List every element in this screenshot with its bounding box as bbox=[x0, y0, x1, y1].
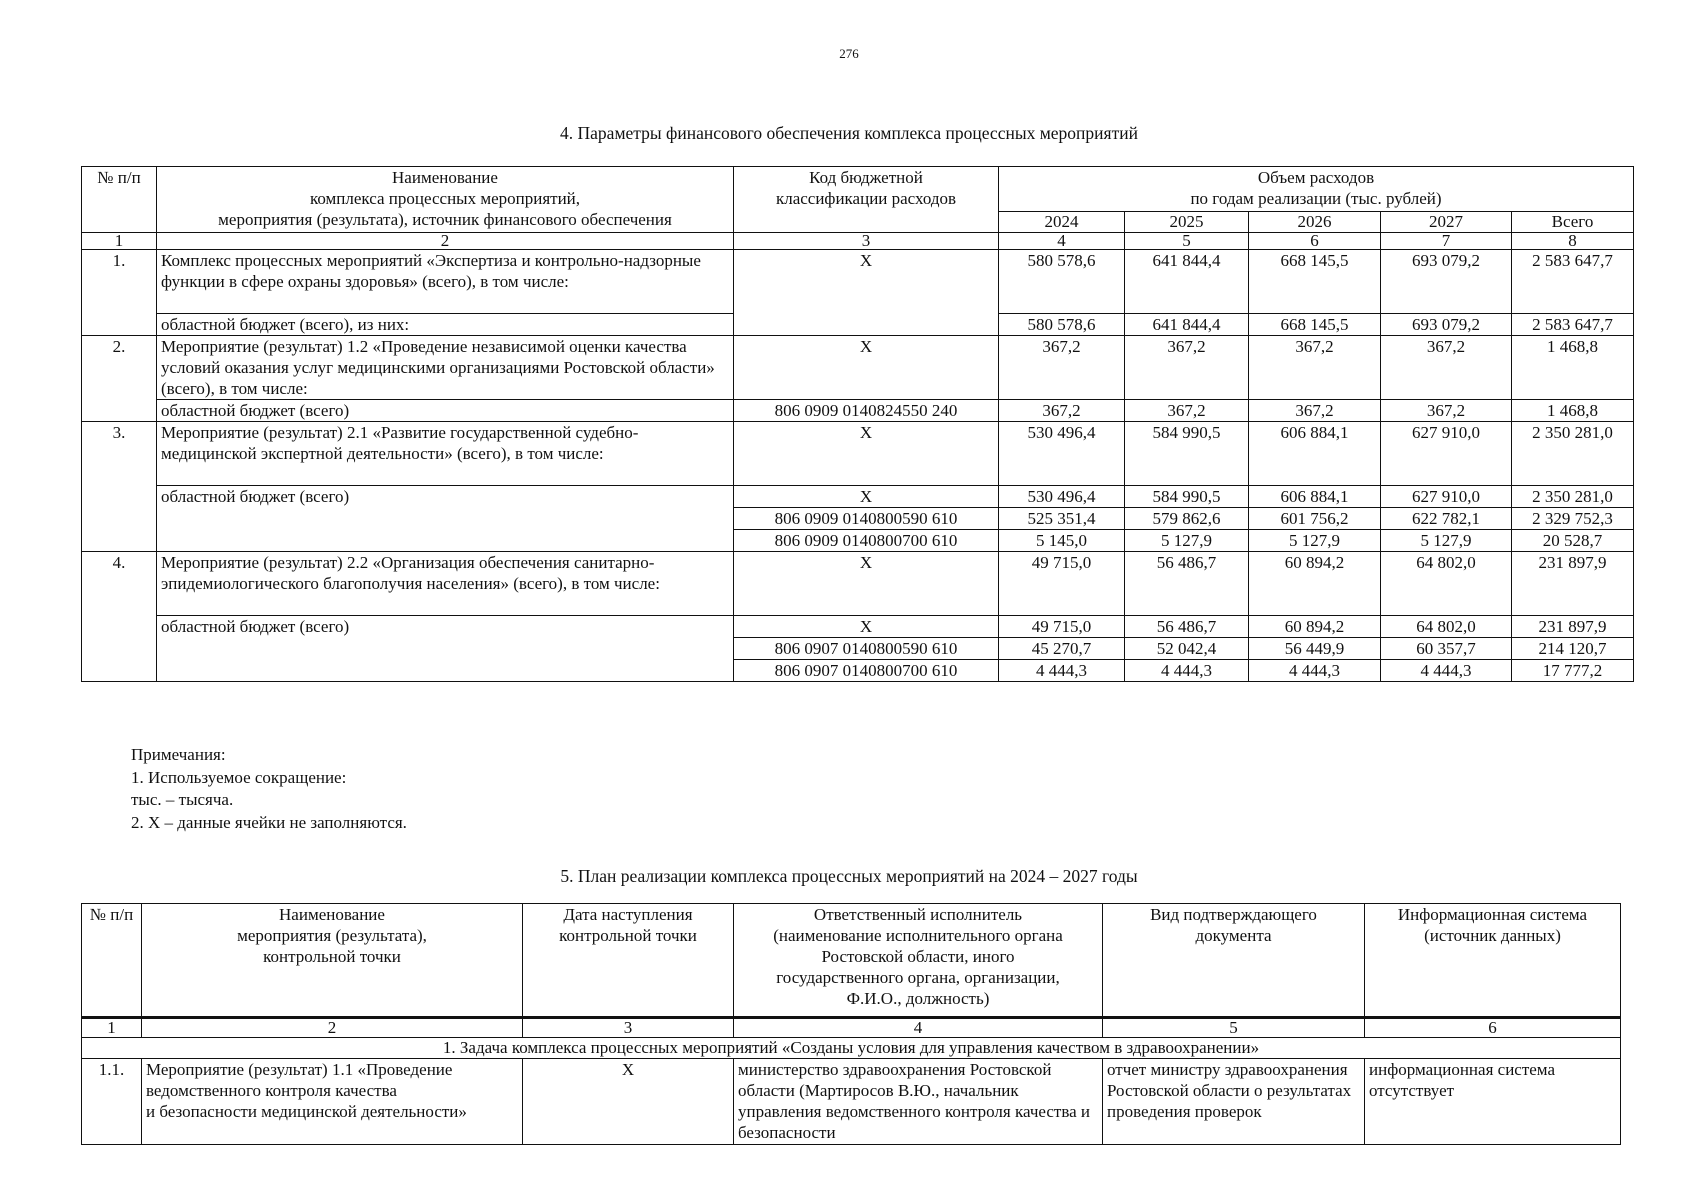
value-cell: 367,2 bbox=[999, 336, 1125, 400]
note-item: тыс. – тысяча. bbox=[131, 790, 234, 809]
value-cell: 2 350 281,0 bbox=[1512, 486, 1634, 508]
column-number: 8 bbox=[1512, 233, 1634, 250]
table-row bbox=[82, 400, 1634, 422]
header-year: 2026 bbox=[1249, 212, 1381, 233]
value-cell: 2 350 281,0 bbox=[1512, 422, 1634, 486]
header-executor: Ответственный исполнитель (наименование исполнительного органа Ростовской области, иного государственного органа, организации, Ф.И.О., должность) bbox=[734, 904, 1103, 1018]
financing-table bbox=[81, 166, 1634, 682]
value-cell: 367,2 bbox=[1249, 400, 1381, 422]
value-cell: 2 329 752,3 bbox=[1512, 508, 1634, 530]
value-cell: 693 079,2 bbox=[1381, 314, 1512, 336]
value-cell: 5 145,0 bbox=[999, 530, 1125, 552]
value-cell: 601 756,2 bbox=[1249, 508, 1381, 530]
row-code: 806 0907 0140800590 610 bbox=[734, 638, 999, 660]
column-number: 3 bbox=[734, 233, 999, 250]
row-subname: областной бюджет (всего), из них: bbox=[157, 314, 734, 336]
value-cell: 606 884,1 bbox=[1249, 486, 1381, 508]
value-cell: 52 042,4 bbox=[1125, 638, 1249, 660]
header-system: Информационная система (источник данных) bbox=[1365, 904, 1621, 1018]
implementation-plan-table bbox=[81, 903, 1621, 1145]
table-row bbox=[82, 250, 1634, 314]
table1-title: 4. Параметры финансового обеспечения комплекса процессных мероприятий bbox=[560, 123, 1138, 143]
column-number: 3 bbox=[523, 1018, 734, 1038]
table2-title: 5. План реализации комплекса процессных мероприятий на 2024 – 2027 годы bbox=[560, 866, 1138, 886]
row-name: Мероприятие (результат) 2.2 «Организация обеспечения санитарно-эпидемиологического благополучия населения» (всего), в том числе: bbox=[157, 552, 734, 616]
column-number: 7 bbox=[1381, 233, 1512, 250]
row-code: 806 0909 0140824550 240 bbox=[734, 400, 999, 422]
row-code: Х bbox=[734, 250, 999, 336]
value-cell: 580 578,6 bbox=[999, 314, 1125, 336]
column-number: 1 bbox=[82, 1018, 142, 1038]
header-total: Всего bbox=[1512, 212, 1634, 233]
row-executor: министерство здравоохранения Ростовской области (Мартиросов В.Ю., начальник управления ведомственного контроля качества и безопасности bbox=[734, 1059, 1103, 1145]
value-cell: 4 444,3 bbox=[1125, 660, 1249, 682]
column-number: 5 bbox=[1125, 233, 1249, 250]
value-cell: 367,2 bbox=[1249, 336, 1381, 400]
value-cell: 60 357,7 bbox=[1381, 638, 1512, 660]
row-name: Мероприятие (результат) 1.1 «Проведение ведомственного контроля качества и безопасности медицинской деятельности» bbox=[142, 1059, 523, 1145]
value-cell: 668 145,5 bbox=[1249, 250, 1381, 314]
value-cell: 668 145,5 bbox=[1249, 314, 1381, 336]
value-cell: 60 894,2 bbox=[1249, 552, 1381, 616]
value-cell: 693 079,2 bbox=[1381, 250, 1512, 314]
value-cell: 580 578,6 bbox=[999, 250, 1125, 314]
header-name: Наименование комплекса процессных мероприятий, мероприятия (результата), источник финансового обеспечения bbox=[157, 167, 734, 233]
header-code: Код бюджетной классификации расходов bbox=[734, 167, 999, 233]
value-cell: 606 884,1 bbox=[1249, 422, 1381, 486]
row-system: информационная система отсутствует bbox=[1365, 1059, 1621, 1145]
table-row bbox=[82, 486, 1634, 508]
row-num: 4. bbox=[82, 552, 157, 682]
value-cell: 627 910,0 bbox=[1381, 422, 1512, 486]
column-number: 5 bbox=[1103, 1018, 1365, 1038]
value-cell: 367,2 bbox=[1125, 400, 1249, 422]
value-cell: 64 802,0 bbox=[1381, 616, 1512, 638]
value-cell: 4 444,3 bbox=[1381, 660, 1512, 682]
value-cell: 530 496,4 bbox=[999, 486, 1125, 508]
row-name: Комплекс процессных мероприятий «Экспертиза и контрольно-надзорные функции в сфере охраны здоровья» (всего), в том числе: bbox=[157, 250, 734, 314]
value-cell: 231 897,9 bbox=[1512, 616, 1634, 638]
value-cell: 56 486,7 bbox=[1125, 552, 1249, 616]
value-cell: 579 862,6 bbox=[1125, 508, 1249, 530]
value-cell: 1 468,8 bbox=[1512, 336, 1634, 400]
header-num: № п/п bbox=[82, 167, 157, 233]
row-code: 806 0907 0140800700 610 bbox=[734, 660, 999, 682]
row-name: Мероприятие (результат) 1.2 «Проведение независимой оценки качества условий оказания услуг медицинскими организациями Ростовской области» (всего), в том числе: bbox=[157, 336, 734, 400]
note-item: 2. Х – данные ячейки не заполняются. bbox=[131, 812, 407, 832]
value-cell: 584 990,5 bbox=[1125, 486, 1249, 508]
value-cell: 5 127,9 bbox=[1125, 530, 1249, 552]
header-num: № п/п bbox=[82, 904, 142, 1018]
value-cell: 45 270,7 bbox=[999, 638, 1125, 660]
row-num: 3. bbox=[82, 422, 157, 552]
header-date: Дата наступления контрольной точки bbox=[523, 904, 734, 1018]
table-row bbox=[82, 336, 1634, 400]
header-name: Наименование мероприятия (результата), контрольной точки bbox=[142, 904, 523, 1018]
row-code: Х bbox=[734, 422, 999, 486]
row-num: 1. bbox=[82, 250, 157, 336]
value-cell: 20 528,7 bbox=[1512, 530, 1634, 552]
value-cell: 367,2 bbox=[999, 400, 1125, 422]
row-code: Х bbox=[734, 336, 999, 400]
row-code: 806 0909 0140800590 610 bbox=[734, 508, 999, 530]
value-cell: 622 782,1 bbox=[1381, 508, 1512, 530]
value-cell: 56 486,7 bbox=[1125, 616, 1249, 638]
value-cell: 2 583 647,7 bbox=[1512, 250, 1634, 314]
note-item: 1. Используемое сокращение: bbox=[131, 767, 347, 787]
value-cell: 367,2 bbox=[1381, 336, 1512, 400]
header-year: 2025 bbox=[1125, 212, 1249, 233]
column-number: 6 bbox=[1249, 233, 1381, 250]
header-year: 2027 bbox=[1381, 212, 1512, 233]
column-number-row bbox=[82, 233, 1634, 250]
table-row bbox=[82, 616, 1634, 638]
value-cell: 525 351,4 bbox=[999, 508, 1125, 530]
row-subname: областной бюджет (всего) bbox=[157, 400, 734, 422]
value-cell: 641 844,4 bbox=[1125, 314, 1249, 336]
column-number: 4 bbox=[734, 1018, 1103, 1038]
table-row bbox=[82, 422, 1634, 486]
column-number: 2 bbox=[157, 233, 734, 250]
value-cell: 5 127,9 bbox=[1381, 530, 1512, 552]
row-code: Х bbox=[734, 486, 999, 508]
row-num: 1.1. bbox=[82, 1059, 142, 1145]
row-num: 2. bbox=[82, 336, 157, 422]
header-document: Вид подтверждающего документа bbox=[1103, 904, 1365, 1018]
table-row bbox=[82, 552, 1634, 616]
value-cell: 1 468,8 bbox=[1512, 400, 1634, 422]
value-cell: 49 715,0 bbox=[999, 552, 1125, 616]
row-document: отчет министру здравоохранения Ростовской области о результатах проведения проверок bbox=[1103, 1059, 1365, 1145]
value-cell: 584 990,5 bbox=[1125, 422, 1249, 486]
value-cell: 49 715,0 bbox=[999, 616, 1125, 638]
column-number: 4 bbox=[999, 233, 1125, 250]
value-cell: 5 127,9 bbox=[1249, 530, 1381, 552]
value-cell: 4 444,3 bbox=[999, 660, 1125, 682]
value-cell: 17 777,2 bbox=[1512, 660, 1634, 682]
value-cell: 2 583 647,7 bbox=[1512, 314, 1634, 336]
task-row: 1. Задача комплекса процессных мероприятий «Созданы условия для управления качеством в здравоохранении» bbox=[82, 1038, 1621, 1059]
column-number: 2 bbox=[142, 1018, 523, 1038]
value-cell: 4 444,3 bbox=[1249, 660, 1381, 682]
value-cell: 56 449,9 bbox=[1249, 638, 1381, 660]
value-cell: 367,2 bbox=[1381, 400, 1512, 422]
table-row bbox=[82, 1059, 1621, 1145]
row-subname: областной бюджет (всего) bbox=[157, 616, 734, 682]
value-cell: 530 496,4 bbox=[999, 422, 1125, 486]
header-year: 2024 bbox=[999, 212, 1125, 233]
row-code: Х bbox=[734, 552, 999, 616]
row-date: Х bbox=[523, 1059, 734, 1145]
notes-heading: Примечания: bbox=[131, 745, 226, 764]
value-cell: 627 910,0 bbox=[1381, 486, 1512, 508]
value-cell: 641 844,4 bbox=[1125, 250, 1249, 314]
value-cell: 214 120,7 bbox=[1512, 638, 1634, 660]
row-code: Х bbox=[734, 616, 999, 638]
value-cell: 367,2 bbox=[1125, 336, 1249, 400]
row-subname: областной бюджет (всего) bbox=[157, 486, 734, 552]
notes bbox=[131, 744, 407, 834]
page-number: 276 bbox=[839, 46, 859, 61]
value-cell: 231 897,9 bbox=[1512, 552, 1634, 616]
header-volume: Объем расходов по годам реализации (тыс. рублей) bbox=[999, 167, 1634, 212]
column-number: 6 bbox=[1365, 1018, 1621, 1038]
row-code: 806 0909 0140800700 610 bbox=[734, 530, 999, 552]
value-cell: 64 802,0 bbox=[1381, 552, 1512, 616]
row-name: Мероприятие (результат) 2.1 «Развитие государственной судебно-медицинской экспертной деятельности» (всего), в том числе: bbox=[157, 422, 734, 486]
column-number: 1 bbox=[82, 233, 157, 250]
value-cell: 60 894,2 bbox=[1249, 616, 1381, 638]
column-number-row bbox=[82, 1018, 1621, 1038]
